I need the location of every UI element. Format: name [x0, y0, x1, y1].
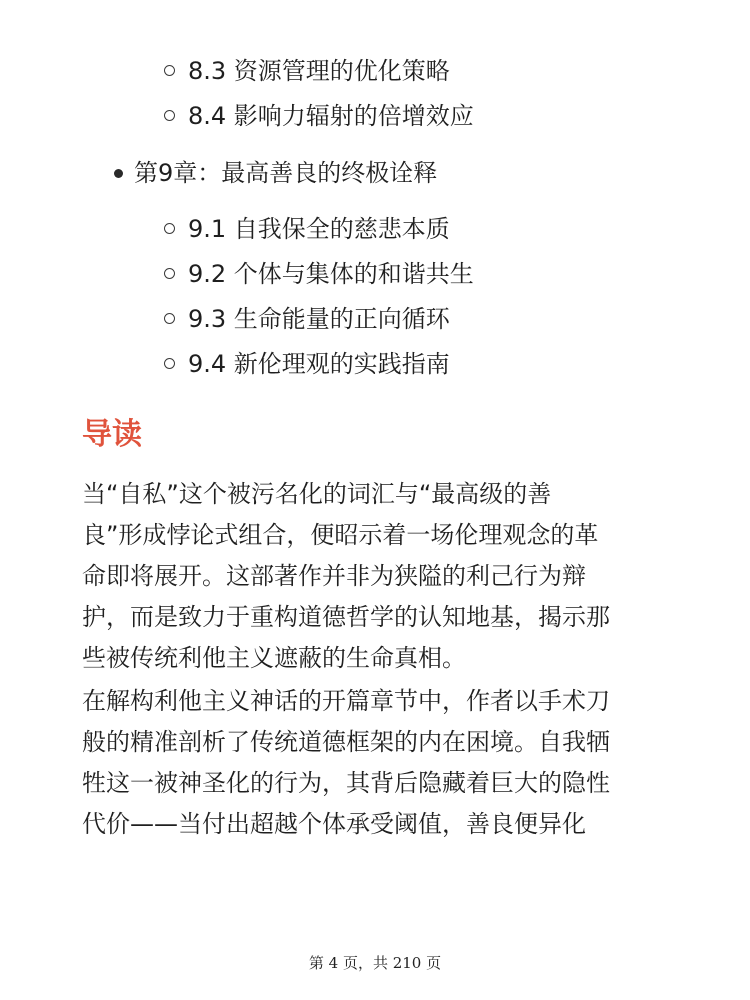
text-line: 命即将展开。这部著作并非为狭隘的利己行为辩: [82, 562, 586, 590]
text-line: 在解构利他主义神话的开篇章节中，作者以手术刀: [82, 687, 610, 715]
toc-item-label: 9.3 生命能量的正向循环: [188, 305, 450, 333]
hollow-bullet-icon: [164, 223, 175, 234]
text-line: 牲这一被神圣化的行为，其背后隐藏着巨大的隐性: [82, 769, 610, 797]
hollow-bullet-icon: [164, 358, 175, 369]
toc-item-label: 8.4 影响力辐射的倍增效应: [188, 102, 474, 130]
toc-chapter-title: 第9章：最高善良的终极诠释: [134, 159, 438, 187]
toc-item-label: 9.2 个体与集体的和谐共生: [188, 260, 474, 288]
text-line: 当“自私”这个被污名化的词汇与“最高级的善: [82, 480, 552, 508]
text-line: 护，而是致力于重构道德哲学的认知地基，揭示那: [82, 603, 610, 631]
text-line: 般的精准剖析了传统道德框架的内在困境。自我牺: [82, 728, 610, 756]
hollow-bullet-icon: [164, 110, 175, 121]
text-line: 代价——当付出超越个体承受阈值，善良便异化: [82, 810, 586, 838]
intro-paragraph-2: [82, 681, 672, 845]
text-line: 良”形成悖论式组合，便昭示着一场伦理观念的革: [82, 521, 599, 549]
page-number-footer: 第 4 页，共 210 页: [308, 954, 442, 972]
hollow-bullet-icon: [164, 313, 175, 324]
text-line: 些被传统利他主义遮蔽的生命真相。: [82, 644, 466, 672]
hollow-bullet-icon: [164, 268, 175, 279]
filled-bullet-icon: [114, 169, 123, 178]
hollow-bullet-icon: [164, 65, 175, 76]
toc-item-label: 8.3 资源管理的优化策略: [188, 57, 450, 85]
toc-item-label: 9.4 新伦理观的实践指南: [188, 350, 450, 378]
section-heading: 导读: [82, 417, 142, 452]
intro-paragraph-1: [82, 474, 672, 679]
toc-item-label: 9.1 自我保全的慈悲本质: [188, 215, 450, 243]
